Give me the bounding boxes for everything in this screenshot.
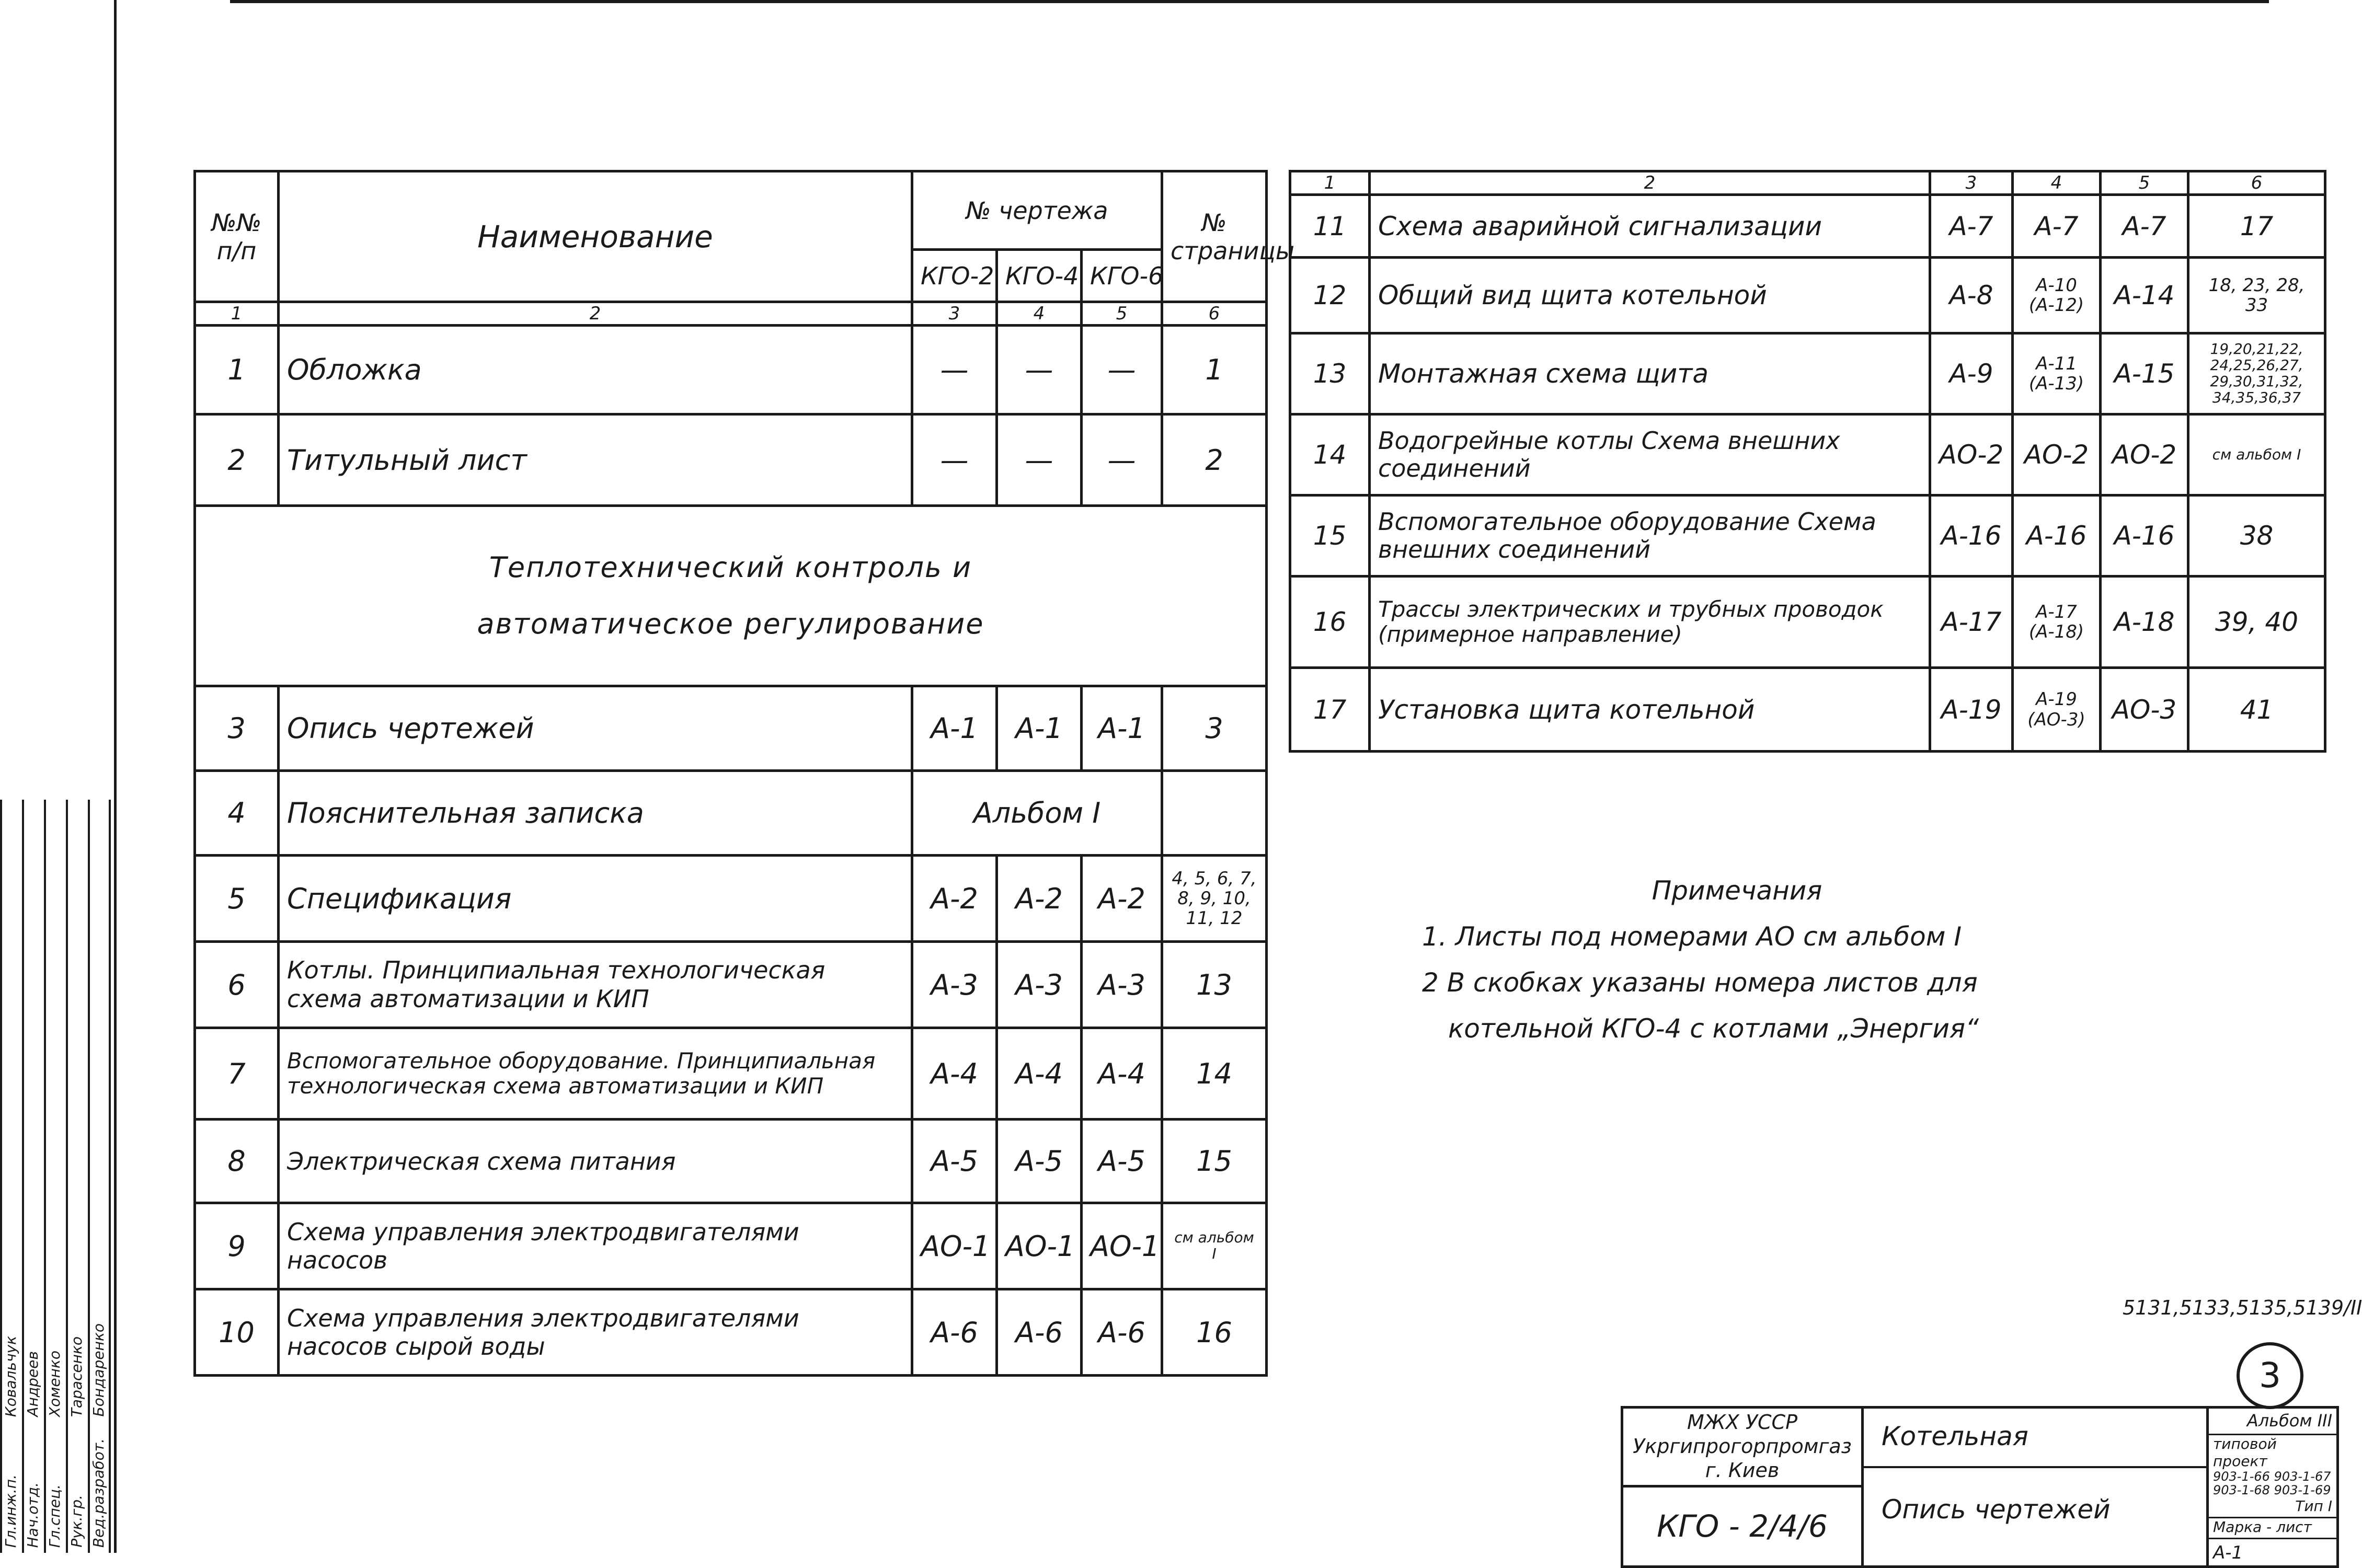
row-num: 2: [195, 414, 279, 506]
header-drawing: № чертежа: [912, 171, 1162, 250]
row-kgo4: А-16: [2013, 495, 2101, 577]
strip-line: [109, 800, 111, 1553]
strip-name: Ковальчук: [2, 1335, 19, 1417]
table-row: [1290, 333, 2325, 414]
row-kgo2: А-6: [912, 1289, 997, 1376]
row-num: 12: [1290, 258, 1370, 333]
table-row: [1290, 577, 2325, 668]
row-kgo2: А-16: [1930, 495, 2013, 577]
header-pages: № страницы: [1162, 171, 1267, 302]
row-kgo4: А-2: [997, 856, 1082, 942]
row-pages: 39, 40: [2188, 577, 2325, 668]
header-kgo2: КГО-2: [912, 250, 997, 302]
notes-block: [1370, 868, 1979, 1052]
stamp-title-cell: [1863, 1408, 2208, 1567]
strip-name: Андреев: [24, 1351, 41, 1417]
row-pages: 4, 5, 6, 7, 8, 9, 10, 11, 12: [1162, 856, 1267, 942]
drawings-list-table-left: [193, 170, 1295, 1377]
row-kgo2: —: [912, 326, 997, 414]
column-number-row: [195, 302, 1267, 326]
row-name: Общий вид щита котельной: [1370, 258, 1930, 333]
stamp-album: Альбом III: [2246, 1411, 2332, 1431]
row-kgo4: А-4: [997, 1028, 1082, 1120]
section-title: [195, 506, 1267, 686]
column-number-row: [1290, 171, 2325, 195]
stamp-org-2: Укргипрогорпромгаз: [1633, 1435, 1852, 1458]
project-code: 5131,5133,5135,5139/II: [2123, 1296, 2362, 1319]
header-num: №№ п/п: [195, 171, 279, 302]
table-row: [1290, 495, 2325, 577]
title-block: [1621, 1406, 2336, 1563]
row-kgo6: А-14: [2101, 258, 2188, 333]
strip-label: Вед.разработ.: [90, 1438, 107, 1548]
stamp-sheet: А-1: [2213, 1542, 2243, 1563]
note-line-3: котельной КГО-4 с котлами „Энергия“: [1448, 1013, 1979, 1044]
header-kgo4: КГО-4: [997, 250, 1082, 302]
colnum: 5: [2101, 171, 2188, 195]
page-number-circle: 3: [2237, 1342, 2303, 1409]
table-row: [195, 1203, 1267, 1289]
row-kgo6: А-2: [1082, 856, 1162, 942]
row-name: Пояснительная записка: [279, 771, 912, 856]
table-row: [1290, 258, 2325, 333]
row-num: 8: [195, 1120, 279, 1203]
row-pages: 14: [1162, 1028, 1267, 1120]
table-row: [195, 771, 1267, 856]
row-pages: 18, 23, 28, 33: [2188, 258, 2325, 333]
row-kgo4: А-11 (А-13): [2013, 333, 2101, 414]
row-kgo2: —: [912, 414, 997, 506]
row-num: 13: [1290, 333, 1370, 414]
table-row: [1290, 195, 2325, 258]
strip-name: Бондаренко: [90, 1323, 107, 1417]
row-name: Обложка: [279, 326, 912, 414]
row-pages: 1: [1162, 326, 1267, 414]
row-kgo4: А-7: [2013, 195, 2101, 258]
table-row: [195, 686, 1267, 771]
strip-line: [22, 800, 24, 1553]
row-name: Водогрейные котлы Схема внешних соединений: [1370, 414, 1930, 495]
row-num: 15: [1290, 495, 1370, 577]
colnum: 4: [997, 302, 1082, 326]
row-kgo4: АО-1: [997, 1203, 1082, 1289]
table-row: [195, 326, 1267, 414]
row-kgo2: А-3: [912, 942, 997, 1028]
row-kgo2: А-8: [1930, 258, 2013, 333]
row-kgo4: А-1: [997, 686, 1082, 771]
row-name: Котлы. Принципиальная технологическая схема автоматизации и КИП: [279, 942, 912, 1028]
row-kgo4: А-5: [997, 1120, 1082, 1203]
section-row: [195, 506, 1267, 686]
stamp-type: Тип I: [2295, 1497, 2332, 1515]
row-kgo2: А-2: [912, 856, 997, 942]
row-num: 1: [195, 326, 279, 414]
row-kgo6: А-3: [1082, 942, 1162, 1028]
colnum: 6: [1162, 302, 1267, 326]
row-name: Титульный лист: [279, 414, 912, 506]
strip-line: [0, 800, 2, 1553]
row-kgo6: АО-2: [2101, 414, 2188, 495]
top-border-line: [230, 0, 2269, 3]
row-num: 17: [1290, 668, 1370, 752]
row-kgo2: АО-2: [1930, 414, 2013, 495]
strip-name: Тарасенко: [68, 1336, 85, 1417]
row-pages: 2: [1162, 414, 1267, 506]
row-pages: 3: [1162, 686, 1267, 771]
row-num: 14: [1290, 414, 1370, 495]
table-row: [195, 942, 1267, 1028]
stamp-sheet-label: Марка - лист: [2213, 1518, 2312, 1536]
row-kgo2: А-9: [1930, 333, 2013, 414]
row-kgo2: А-7: [1930, 195, 2013, 258]
colnum: 3: [912, 302, 997, 326]
row-kgo4: А-6: [997, 1289, 1082, 1376]
row-name: Опись чертежей: [279, 686, 912, 771]
row-num: 5: [195, 856, 279, 942]
row-num: 6: [195, 942, 279, 1028]
section-title-line2: автоматическое регулирование: [477, 607, 984, 640]
row-kgo4: АО-2: [2013, 414, 2101, 495]
strip-line: [44, 800, 46, 1553]
row-kgo6: —: [1082, 414, 1162, 506]
stamp-org: [1622, 1408, 1863, 1486]
row-album: Альбом I: [912, 771, 1162, 856]
colnum: 3: [1930, 171, 2013, 195]
stamp-right-cell: [2208, 1408, 2338, 1567]
row-kgo4: —: [997, 414, 1082, 506]
row-pages: см альбом I: [2188, 414, 2325, 495]
row-name: Трассы электрических и трубных проводок (примерное направление): [1370, 577, 1930, 668]
stamp-project-label: типовой проект: [2213, 1435, 2277, 1470]
row-num: 9: [195, 1203, 279, 1289]
strip-line: [66, 800, 68, 1553]
note-line-2: 2 В скобках указаны номера листов для: [1422, 967, 1978, 998]
row-kgo4: А-19 (АО-3): [2013, 668, 2101, 752]
table-row: [195, 1289, 1267, 1376]
row-num: 11: [1290, 195, 1370, 258]
row-kgo2: АО-1: [912, 1203, 997, 1289]
header-name: Наименование: [279, 171, 912, 302]
row-num: 4: [195, 771, 279, 856]
signature-strip: [0, 800, 110, 1553]
colnum: 5: [1082, 302, 1162, 326]
colnum: 1: [1290, 171, 1370, 195]
row-name: Электрическая схема питания: [279, 1120, 912, 1203]
row-num: 3: [195, 686, 279, 771]
colnum: 6: [2188, 171, 2325, 195]
row-pages-empty: [1162, 771, 1267, 856]
row-kgo4: А-10 (А-12): [2013, 258, 2101, 333]
row-name: Схема аварийной сигнализации: [1370, 195, 1930, 258]
left-border-line: [114, 0, 117, 1553]
strip-name: Хоменко: [46, 1350, 63, 1417]
row-name: Спецификация: [279, 856, 912, 942]
row-pages: 38: [2188, 495, 2325, 577]
row-name: Схема управления электродвигателями насосов: [279, 1203, 912, 1289]
row-kgo6: А-16: [2101, 495, 2188, 577]
row-pages: 13: [1162, 942, 1267, 1028]
row-kgo4: А-17 (А-18): [2013, 577, 2101, 668]
stamp-mark: КГО - 2/4/6: [1622, 1486, 1863, 1566]
colnum: 4: [2013, 171, 2101, 195]
row-name: Установка щита котельной: [1370, 668, 1930, 752]
colnum: 2: [279, 302, 912, 326]
row-kgo6: А-5: [1082, 1120, 1162, 1203]
strip-label: Гл.спец.: [46, 1484, 63, 1548]
row-num: 16: [1290, 577, 1370, 668]
strip-label: Гл.инж.п.: [2, 1474, 19, 1548]
row-num: 10: [195, 1289, 279, 1376]
stamp-org-3: г. Киев: [1705, 1458, 1780, 1482]
row-pages: 17: [2188, 195, 2325, 258]
row-name: Вспомогательное оборудование Схема внешних соединений: [1370, 495, 1930, 577]
stamp-org-1: МЖХ УССР: [1687, 1411, 1797, 1434]
row-kgo2: А-1: [912, 686, 997, 771]
table-row: [195, 414, 1267, 506]
colnum: 1: [195, 302, 279, 326]
strip-label: Нач.отд.: [24, 1482, 41, 1548]
stamp-project-nums: 903-1-66 903-1-67 903-1-68 903-1-69: [2213, 1469, 2331, 1498]
row-pages: 19,20,21,22, 24,25,26,27, 29,30,31,32, 34,35,36,37: [2188, 333, 2325, 414]
row-pages: 15: [1162, 1120, 1267, 1203]
row-kgo2: А-5: [912, 1120, 997, 1203]
row-kgo6: АО-1: [1082, 1203, 1162, 1289]
row-kgo6: А-18: [2101, 577, 2188, 668]
stamp-title-1: Котельная: [1882, 1421, 2028, 1451]
stamp-title-2: Опись чертежей: [1882, 1494, 2111, 1525]
table-row: [195, 1120, 1267, 1203]
table-row: [1290, 414, 2325, 495]
table-row: [195, 1028, 1267, 1120]
row-pages: 16: [1162, 1289, 1267, 1376]
row-kgo6: А-1: [1082, 686, 1162, 771]
header-kgo6: КГО-6: [1082, 250, 1162, 302]
row-name: Схема управления электродвигателями насосов сырой воды: [279, 1289, 912, 1376]
notes-title: Примечания: [1652, 875, 1822, 906]
row-kgo6: А-6: [1082, 1289, 1162, 1376]
row-kgo6: А-7: [2101, 195, 2188, 258]
row-kgo2: А-4: [912, 1028, 997, 1120]
table-row: [1290, 668, 2325, 752]
strip-label: Рук.гр.: [68, 1495, 85, 1548]
row-kgo6: АО-3: [2101, 668, 2188, 752]
row-pages: см альбом I: [1162, 1203, 1267, 1289]
row-num: 7: [195, 1028, 279, 1120]
colnum: 2: [1370, 171, 1930, 195]
row-kgo6: —: [1082, 326, 1162, 414]
section-title-line1: Теплотехнический контроль и: [489, 551, 972, 584]
row-name: Вспомогательное оборудование. Принципиальная технологическая схема автоматизации и КИП: [279, 1028, 912, 1120]
drawings-list-table-right: [1289, 170, 2326, 753]
row-kgo4: А-3: [997, 942, 1082, 1028]
row-kgo4: —: [997, 326, 1082, 414]
row-kgo6: А-15: [2101, 333, 2188, 414]
row-name: Монтажная схема щита: [1370, 333, 1930, 414]
note-line-1: 1. Листы под номерами АО см альбом I: [1422, 921, 1962, 952]
table-header-row: [195, 171, 1267, 250]
row-pages: 41: [2188, 668, 2325, 752]
table-row: [195, 856, 1267, 942]
row-kgo6: А-4: [1082, 1028, 1162, 1120]
row-kgo2: А-19: [1930, 668, 2013, 752]
row-kgo2: А-17: [1930, 577, 2013, 668]
